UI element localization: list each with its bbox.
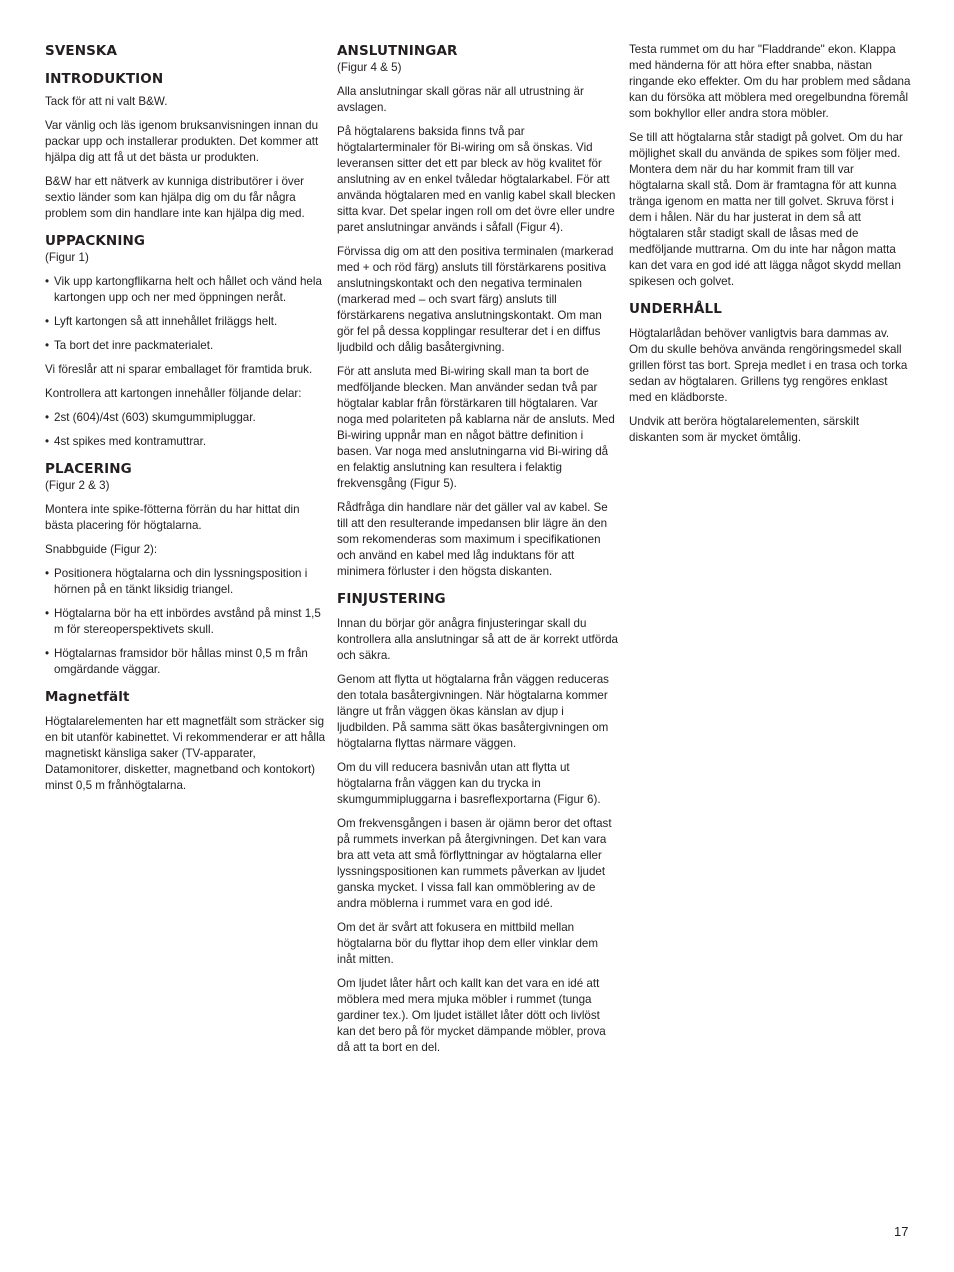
intro-paragraph: Tack för att ni valt B&W. [45, 95, 168, 108]
list-item: • Högtalarnas framsidor bör hållas minst 0,5 m från omgärdande väggar. [45, 646, 327, 678]
intro-heading: INTRODUKTION [45, 71, 164, 87]
connections-paragraph: Rådfråga din handlare när det gäller val av kabel. Se till att den resulterande impedansen blir lägre än den som rekomenderas som maximum i specifikationen och använd en kabel med låg induktans för att minimera förluster i den högsta diskanten. [337, 501, 608, 578]
page-number: 17 [894, 1224, 909, 1239]
unpack-heading: UPPACKNING [45, 233, 146, 249]
fine-tuning-paragraph: Om det är svårt att fokusera en mittbild mellan högtalarna bör du flyttar ihop dem eller vinklar dem inåt mitten. [337, 921, 598, 966]
contents-list [45, 410, 327, 450]
figure-reference: (Figur 1) [45, 251, 89, 264]
list-item: • Högtalarna bör ha ett inbördes avstånd på minst 1,5 m för stereoperspektivets skull. [45, 606, 327, 638]
room-paragraph: Testa rummet om du har "Fladdrande" ekon. Klappa med händerna för att höra efter snabba, nästan ringande eko effekter. Om du har problem med sådana kan du försöka att möblera med oregelbundna föremål som bokhyllor eller andra stora möbler. [629, 43, 911, 120]
spikes-paragraph: Se till att högtalarna står stadigt på golvet. Om du har möjlighet skall du använda de spikes som följer med. Montera dem när du har kommit fram till var högtalarna skall stå. Dom är framtagna för att kunna tränga igenom en matta ner till golvet. Skruva först i dem i hålen. När du har justerat in dem så att högtalaren står stadigt skall de låsas med de medföljande muttrarna. Om du inte har någon matta kan det vara en god idé att lägga något skydd mellan spikesen och golvet. [629, 131, 903, 288]
placement-heading: PLACERING [45, 461, 132, 477]
connections-paragraph: Alla anslutningar skall göras när all utrustning är avslagen. [337, 85, 584, 114]
list-item: • Ta bort det inre packmaterialet. [45, 338, 327, 354]
column-2 [337, 42, 619, 1064]
fine-tuning-paragraph: Innan du börjar gör anågra finjusteringar skall du kontrollera alla anslutningar så att de är korrekt utförda och säkra. [337, 617, 618, 662]
fine-tuning-heading: FINJUSTERING [337, 591, 446, 607]
list-item: • 2st (604)/4st (603) skumgummipluggar. [45, 410, 327, 426]
fine-tuning-paragraph: Om ljudet låter hårt och kallt kan det vara en idé att möblera med mera mjuka möbler i rummet (tunga gardiner tex.). Om ljudet istället låter dött och livlöst kan det bero på för mycket dämpande möbler, prova då att ta bort en del. [337, 977, 606, 1054]
list-item: • 4st spikes med kontramuttrar. [45, 434, 327, 450]
language-heading: SVENSKA [45, 43, 118, 59]
maintenance-heading: UNDERHÅLL [629, 301, 722, 317]
intro-paragraph: B&W har ett nätverk av kunniga distributörer i över sextio länder som kan hjälpa dig om du får några problem som din handlare inte kan hjälpa dig med. [45, 175, 305, 220]
column-1 [45, 42, 327, 802]
placement-paragraph: Montera inte spike-fötterna förrän du har hittat din bästa placering för högtalarna. [45, 503, 300, 532]
list-item: • Positionera högtalarna och din lyssningsposition i hörnen på en tänkt liksidig triangel. [45, 566, 327, 598]
maintenance-paragraph: Högtalarlådan behöver vanligtvis bara dammas av. Om du skulle behöva använda rengöringsmedel skall grillen först tas bort. Spreja medlet i en trasa och torka sedan av högtalaren. Grillens tyg rengöres enklast med en klädborste. [629, 327, 908, 404]
column-3 [629, 42, 911, 454]
connections-heading: ANSLUTNINGAR [337, 43, 458, 59]
magnet-paragraph: Högtalarelementen har ett magnetfält som sträcker sig en bit utanför kabinettet. Vi rekommenderar er att hålla magnetiskt känsliga saker (TV-apparater, Datamonitorer, disketter, magnetband och kontokort) minst 0,5 m frånhögtalarna. [45, 715, 326, 792]
placement-list [45, 566, 327, 678]
list-item: • Vik upp kartongflikarna helt och hållet och vänd hela kartongen upp och ner med öppningen neråt. [45, 274, 327, 306]
placement-paragraph: Snabbguide (Figur 2): [45, 543, 158, 556]
figure-reference: (Figur 2 & 3) [45, 479, 110, 492]
unpack-paragraph: Kontrollera att kartongen innehåller följande delar: [45, 387, 302, 400]
figure-reference: (Figur 4 & 5) [337, 61, 402, 74]
connections-paragraph: På högtalarens baksida finns två par högtalarterminaler för Bi-wiring om så önskas. Vid leveransen sitter det ett par bleck av hög kvalitet för anslutning av en enkel tvåledar högtalarkabel. För att använda högtalaren med en vanlig kabel skall blecken sitta kvar. Det spelar ingen roll om det övre eller undre paret anslutningar används i såfall (Figur 4). [337, 125, 616, 234]
fine-tuning-paragraph: Genom att flytta ut högtalarna från väggen reduceras den totala basåtergivningen. När högtalarna kommer längre ut från väggen ökas känslan av djup i ljudbilden. På samma sätt ökas basåtergivningen om högtalarna flyttas närmare väggen. [337, 673, 609, 750]
connections-paragraph: Förvissa dig om att den positiva terminalen (markerad med + och röd färg) ansluts till förstärkarens positiva anslutningskontakt och den negativa terminalen (markerad med – och svart färg) ansluts till förstärkarens negativa anslutningskontakt. Om man gör fel på dessa kopplingar resulterar det i en diffus ljudbild och dålig basåtergivning. [337, 245, 614, 354]
fine-tuning-paragraph: Om du vill reducera basnivån utan att flytta ut högtalarna från väggen kan du trycka in skumgummipluggarna i basreflexportarna (Figur 6). [337, 761, 601, 806]
unpack-list [45, 274, 327, 354]
list-item: • Lyft kartongen så att innehållet friläggs helt. [45, 314, 327, 330]
connections-paragraph: För att ansluta med Bi-wiring skall man ta bort de medföljande blecken. Man använder sedan två par högtalar kablar från förstärkaren till högtalaren. Var noga med polariteten på kablarna när de ansluts. Med Bi-wiring uppnår man en något bättre definition i basen. Var noga med anslutningarna vid Bi-wiring då en felaktig anslutning kan resultera i felaktig frekvensgång (Figur 5). [337, 365, 615, 490]
fine-tuning-paragraph: Om frekvensgången i basen är ojämn beror det oftast på rummets inverkan på återgivningen. Det kan vara bra att veta att små förflyttningar av högtalarna eller lyssningspositionen kan rummets påverkan av ljudet ganska mycket. I vissa fall kan ommöblering av de andra möblerna i rummet vara en god idé. [337, 817, 612, 910]
magnet-heading: Magnetfält [45, 689, 130, 705]
intro-paragraph: Var vänlig och läs igenom bruksanvisningen innan du packar upp och installerar produkten. Det kommer att hjälpa dig att få ut det bästa ur produkten. [45, 119, 319, 164]
maintenance-paragraph: Undvik att beröra högtalarelementen, särskilt diskanten som är mycket ömtålig. [629, 415, 860, 444]
unpack-paragraph: Vi föreslår att ni sparar emballaget för framtida bruk. [45, 363, 313, 376]
